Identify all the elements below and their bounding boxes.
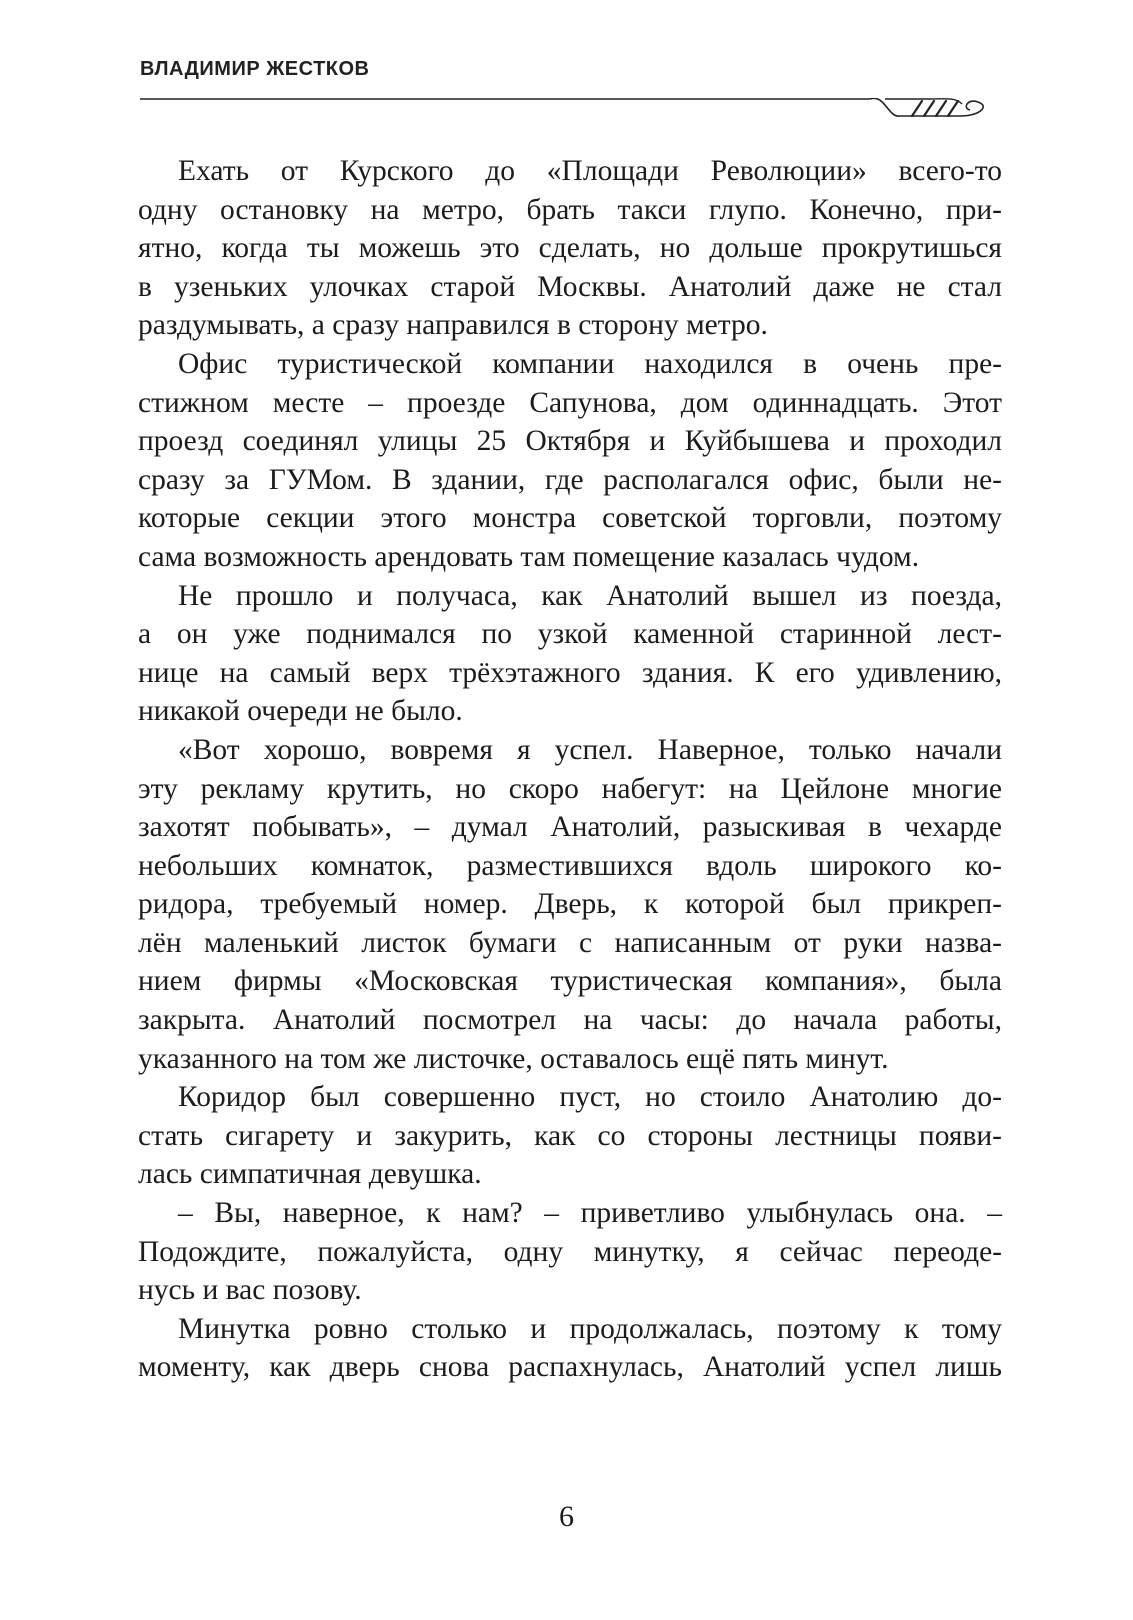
text-line: Ехать от Курского до «Площади Революции» всего-то — [178, 155, 1002, 187]
text-line: Офис туристической компании находился в очень пре- — [178, 347, 1002, 380]
text-line: Не прошло и получаса, как Анатолий вышел из поезда, — [178, 579, 1002, 612]
body-text — [138, 152, 1002, 1387]
text-line: сразу за ГУМом. В здании, где располагался офис, были не- — [138, 463, 1002, 496]
text-line: раздумывать, а сразу направился в сторону метро. — [138, 309, 768, 342]
header-ornament-rule — [140, 98, 995, 128]
text-line: нием фирмы «Московская туристическая компания», была — [138, 965, 1002, 998]
text-line: никакой очереди не было. — [138, 695, 463, 728]
text-line: лась симпатичная девушка. — [138, 1158, 482, 1191]
text-line: а он уже поднимался по узкой каменной старинной лест- — [138, 618, 1002, 651]
page-number: 6 — [559, 1500, 574, 1533]
text-line: одну остановку на метро, брать такси глупо. Конечно, при- — [138, 193, 1002, 226]
text-line: ридора, требуемый номер. Дверь, к которой был прикреп- — [138, 888, 1002, 921]
text-line: «Вот хорошо, вовремя я успел. Наверное, только начали — [178, 733, 1002, 766]
text-line: стижном месте – проезде Сапунова, дом одиннадцать. Этот — [138, 386, 1002, 419]
text-line: закрыта. Анатолий посмотрел на часы: до начала работы, — [138, 1004, 1002, 1037]
text-line: проезд соединял улицы 25 Октября и Куйбышева и проходил — [138, 425, 1002, 458]
text-line: Подождите, пожалуйста, одну минутку, я сейчас переоде- — [138, 1235, 1002, 1268]
text-line: указанного на том же листочке, оставалось ещё пять минут. — [138, 1042, 889, 1075]
text-line: Минутка ровно столько и продолжалась, поэтому к тому — [178, 1312, 1002, 1345]
text-line: – Вы, наверное, к нам? – приветливо улыбнулась она. – — [178, 1197, 1002, 1230]
text-line: которые секции этого монстра советской торговли, поэтому — [138, 502, 1002, 535]
text-line: в узеньких улочках старой Москвы. Анатолий даже не стал — [138, 270, 1002, 303]
text-line: ятно, когда ты можешь это сделать, но дольше прокрутишься — [138, 232, 1002, 265]
text-line: нусь и вас позову. — [138, 1274, 362, 1307]
text-line: сама возможность арендовать там помещение казалась чудом. — [138, 540, 920, 573]
text-line: Коридор был совершенно пуст, но стоило Анатолию до- — [178, 1081, 1002, 1114]
text-line: эту рекламу крутить, но скоро набегут: на Цейлоне многие — [138, 772, 1002, 805]
text-line: захотят побывать», – думал Анатолий, разыскивая в чехарде — [138, 811, 1002, 844]
text-line: лён маленький листок бумаги с написанным от руки назва- — [138, 926, 1002, 959]
text-line: нице на самый верх трёхэтажного здания. К его удивлению, — [138, 656, 1002, 689]
text-line: стать сигарету и закурить, как со стороны лестницы появи- — [138, 1119, 1002, 1152]
running-header-author: ВЛАДИМИР ЖЕСТКОВ — [140, 58, 370, 80]
text-line: моменту, как дверь снова распахнулась, Анатолий успел лишь — [138, 1351, 1002, 1384]
text-line: небольших комнаток, разместившихся вдоль широкого ко- — [138, 849, 1002, 882]
